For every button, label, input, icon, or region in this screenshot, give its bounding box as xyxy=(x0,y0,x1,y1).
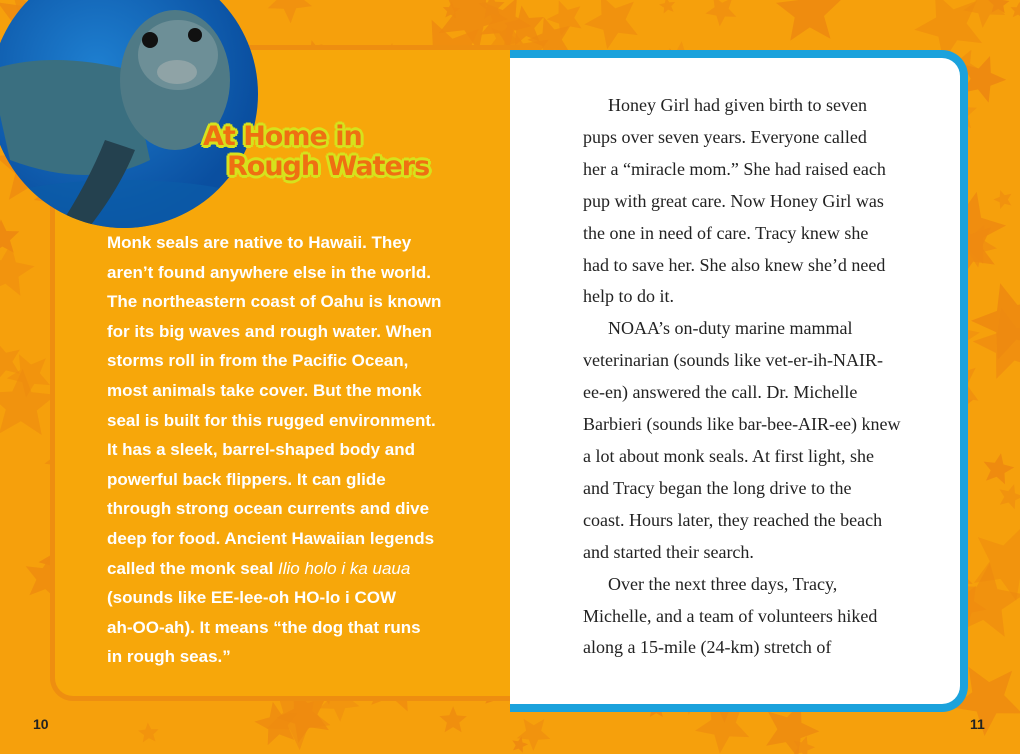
text-line: pups over seven years. Everyone called xyxy=(583,126,867,147)
star-shape xyxy=(984,453,1015,484)
text-line: NOAA’s on-duty marine mammal xyxy=(608,318,853,339)
text-line: her a “miracle mom.” She had raised each xyxy=(583,158,886,179)
left-body-text xyxy=(107,228,441,672)
text-line: most animals take cover. But the monk xyxy=(107,380,422,400)
text-line: and started their search. xyxy=(583,541,754,562)
text-line: seal is built for this rugged environment. xyxy=(107,410,436,430)
title-line: Rough Waters xyxy=(227,151,430,182)
text-line: the one in need of care. Tracy knew she xyxy=(583,222,869,243)
star-shape xyxy=(439,706,466,732)
text-line: Over the next three days, Tracy, xyxy=(608,573,838,594)
text-line: and Tracy began the long drive to the xyxy=(583,477,852,498)
star-shape xyxy=(993,190,1011,209)
star-shape xyxy=(0,219,19,253)
text-line: The northeastern coast of Oahu is known xyxy=(107,292,442,312)
text-line: in rough seas.” xyxy=(107,647,231,667)
text-line: veterinarian (sounds like vet-er-ih-NAIR- xyxy=(583,350,884,371)
text-line: (sounds like EE-lee-oh HO-lo i COW xyxy=(107,588,397,608)
text-line xyxy=(107,554,441,584)
star-shape xyxy=(705,0,736,26)
right-body-text xyxy=(583,90,901,664)
text-line: for its big waves and rough water. When xyxy=(107,321,432,341)
hawaiian-name: Ilio holo i ka uaua xyxy=(278,558,411,578)
text-line: coast. Hours later, they reached the beach xyxy=(583,509,883,530)
text-line: through strong ocean currents and dive xyxy=(107,499,430,519)
text-line: help to do it. xyxy=(583,286,674,307)
star-shape xyxy=(659,0,675,14)
text-line: ah-OO-ah). It means “the dog that runs xyxy=(107,617,421,637)
text-line: Michelle, and a team of volunteers hiked xyxy=(583,605,878,626)
text-line: deep for food. Ancient Hawaiian legends xyxy=(107,528,435,548)
star-shape xyxy=(268,0,312,23)
section-title xyxy=(203,122,429,182)
text-line: along a 15-mile (24-km) stretch of xyxy=(583,637,832,658)
text-line: storms roll in from the Pacific Ocean, xyxy=(107,351,409,371)
text-span: called the monk seal xyxy=(107,558,279,578)
text-line: powerful back flippers. It can glide xyxy=(107,469,386,489)
star-shape xyxy=(0,244,35,296)
star-shape xyxy=(776,0,841,41)
text-line: Honey Girl had given birth to seven xyxy=(608,95,867,115)
text-line: Barbieri (sounds like bar-bee-AIR-ee) knew xyxy=(583,414,901,435)
star-shape xyxy=(584,0,638,49)
text-line: It has a sleek, barrel-shaped body and xyxy=(107,440,415,460)
text-line: ee-en) answered the call. Dr. Michelle xyxy=(583,382,858,403)
text-line: pup with great care. Now Honey Girl was xyxy=(583,190,884,211)
page-number-right: 11 xyxy=(970,716,985,732)
star-shape xyxy=(138,722,159,742)
text-line: a lot about monk seals. At first light, she xyxy=(583,445,874,466)
star-shape xyxy=(1011,2,1020,18)
page-number-left: 10 xyxy=(33,716,49,732)
text-line: had to save her. She also knew she’d need xyxy=(583,254,886,275)
star-shape xyxy=(999,484,1020,509)
text-line: aren’t found anywhere else in the world. xyxy=(107,262,432,282)
title-line: At Home in xyxy=(203,121,362,152)
text-line: Monk seals are native to Hawaii. They xyxy=(107,233,412,252)
